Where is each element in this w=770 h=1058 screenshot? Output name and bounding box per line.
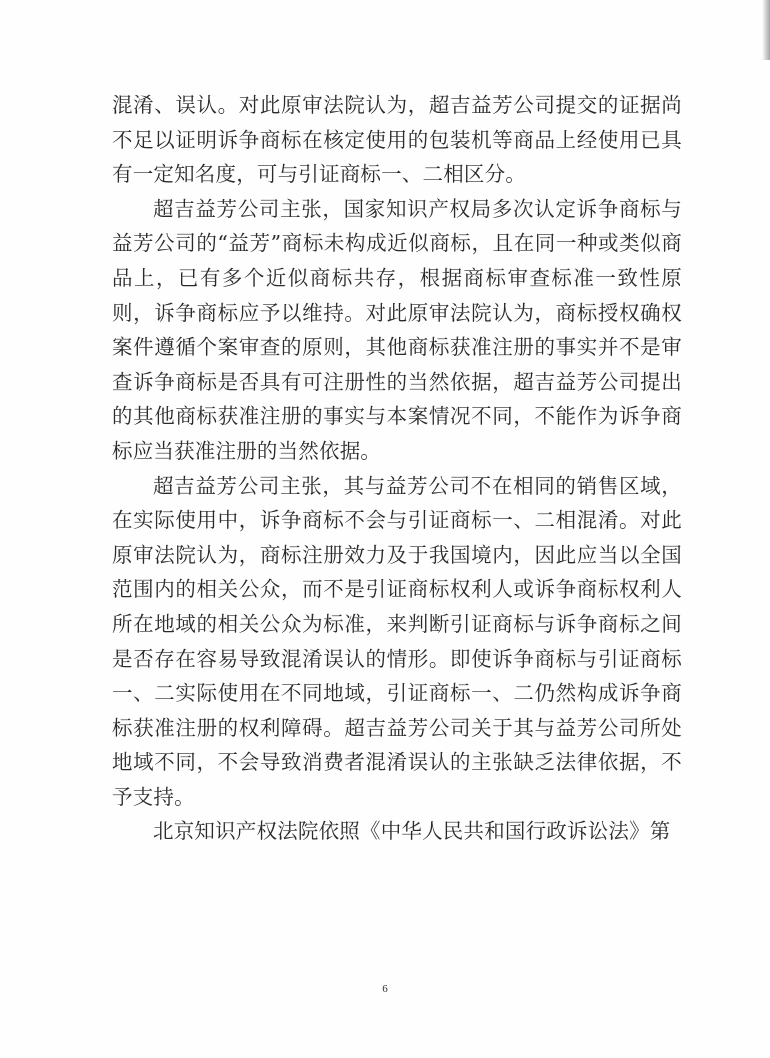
paragraph-continuation: 混淆、误认。对此原审法院认为，超吉益芳公司提交的证据尚不足以证明诉争商标在核定使用的包装机等商品上经使用已具有一定知名度，可与引证商标一、二相区分。	[112, 93, 682, 187]
page-edge-shadow	[762, 0, 770, 60]
document-body	[112, 88, 682, 849]
paragraph-legal-basis: 北京知识产权法院依照《中华人民共和国行政诉讼法》第	[153, 819, 671, 844]
page-number: 6	[382, 983, 388, 995]
paragraph-sales-region-argument: 超吉益芳公司主张，其与益芳公司不在相同的销售区域，在实际使用中，诉争商标不会与引证商标一、二相混淆。对此原审法院认为，商标注册效力及于我国境内，因此应当以全国范围内的相关公众，而不是引证商标权利人或诉争商标权利人所在地域的相关公众为标准，来判断引证商标与诉争商标之间是否存在容易导致混淆误认的情形。即使诉争商标与引证商标一、二实际使用在不同地域，引证商标一、二仍然构成诉争商标获准注册的权利障碍。超吉益芳公司关于其与益芳公司所处地域不同，不会导致消费者混淆误认的主张缺乏法律依据，不予支持。	[112, 473, 682, 809]
paragraph-similar-marks-argument: 超吉益芳公司主张，国家知识产权局多次认定诉争商标与益芳公司的“益芳”商标未构成近似商标，且在同一种或类似商品上，已有多个近似商标共存，根据商标审查标准一致性原则，诉争商标应予以维持。对此原审法院认为，商标授权确权案件遵循个案审查的原则，其他商标获准注册的事实并不是审查诉争商标是否具有可注册性的当然依据，超吉益芳公司提出的其他商标获准注册的事实与本案情况不同，不能作为诉争商标应当获准注册的当然依据。	[112, 196, 682, 463]
